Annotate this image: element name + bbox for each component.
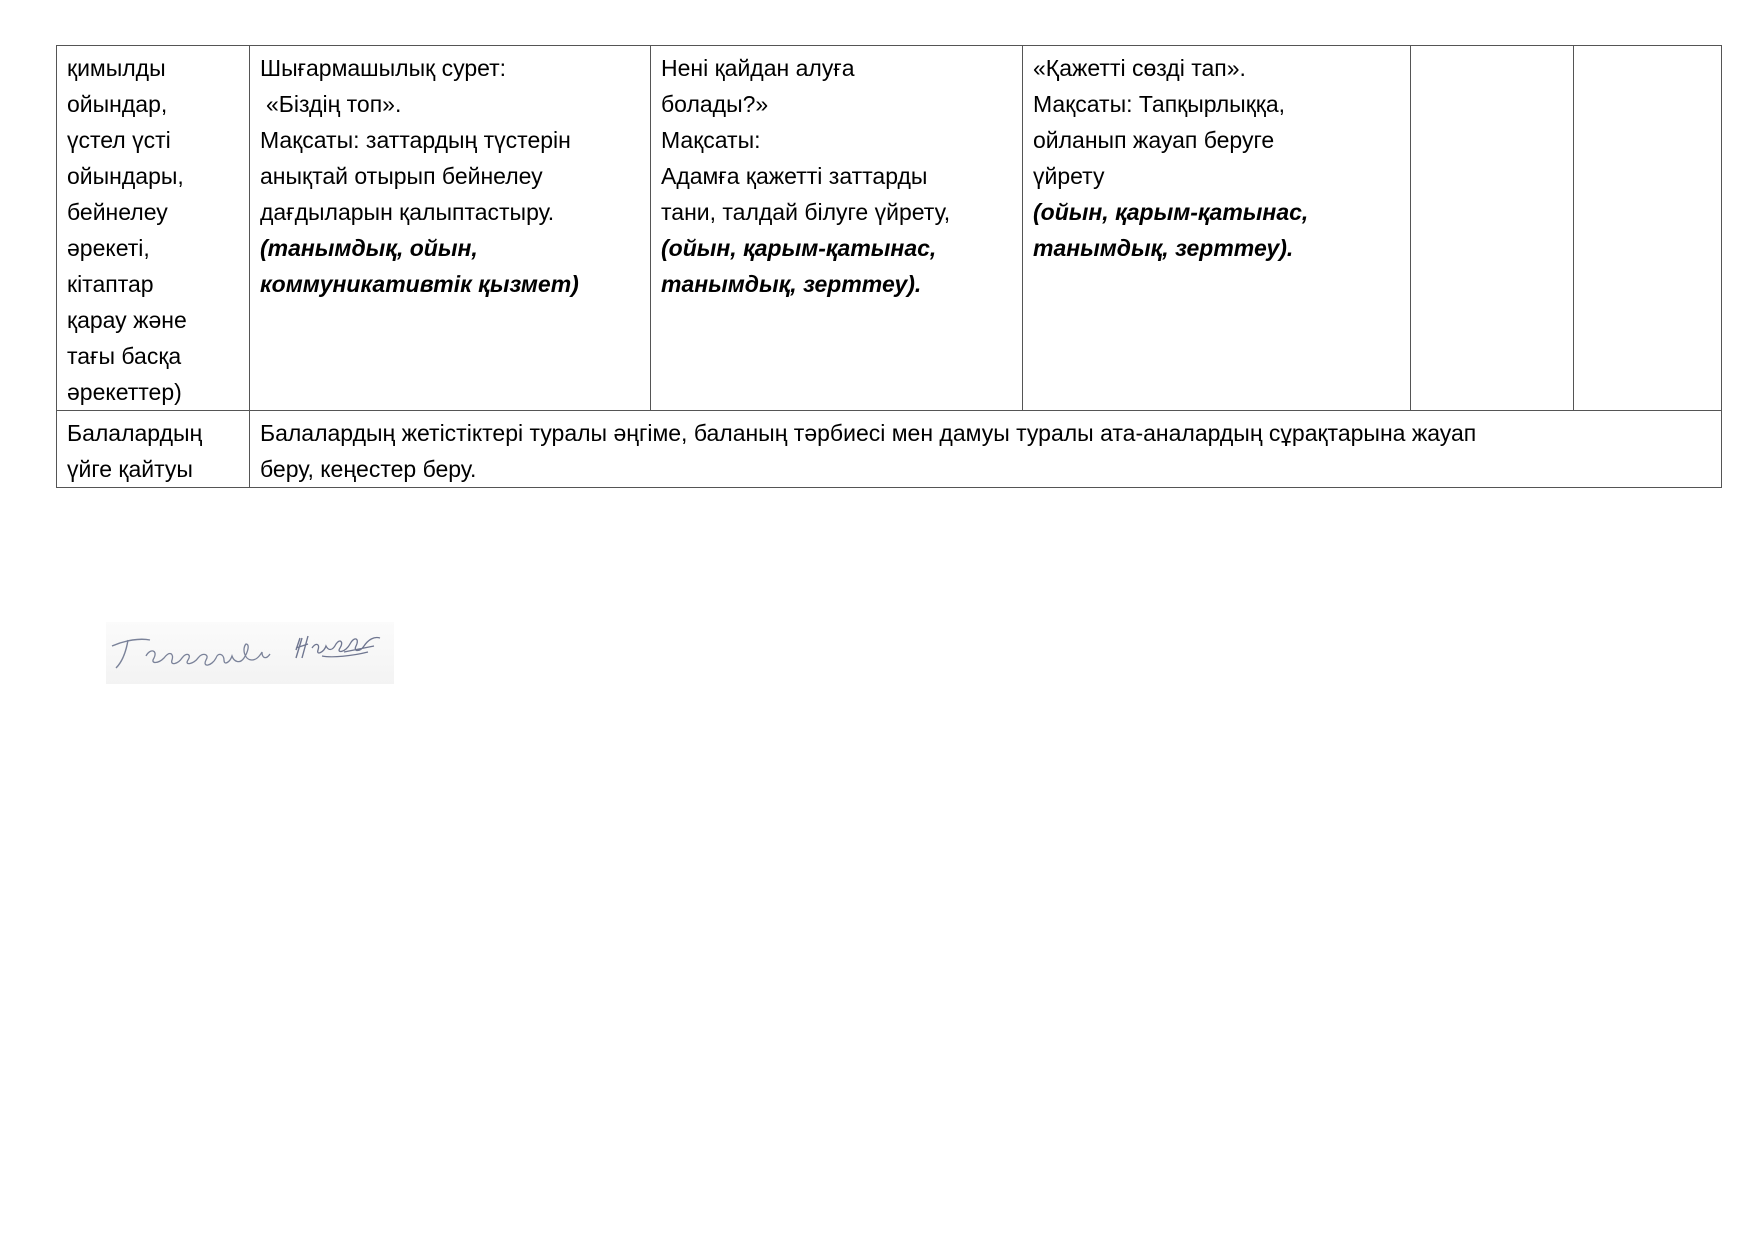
empty-cell	[1574, 46, 1722, 411]
cell-text: Балалардың	[67, 420, 203, 446]
cell-text: Мақсаты: заттардың түстерін	[260, 127, 571, 153]
activity-type-cell	[57, 411, 250, 488]
empty-cell	[1411, 46, 1574, 411]
handwritten-signature-icon	[106, 622, 394, 684]
activity-categories: танымдық, зерттеу).	[1033, 235, 1294, 261]
cell-text: Адамға қажетті заттарды	[661, 163, 928, 189]
cell-text: ойындары,	[67, 163, 184, 189]
activity-cell-what-where	[651, 46, 1023, 411]
cell-text: үстел үсті	[67, 127, 171, 153]
cell-text: ойланып жауап беруге	[1033, 127, 1275, 153]
cell-text: кітаптар	[67, 271, 154, 297]
cell-text: «Біздің топ».	[266, 91, 402, 117]
cell-text: үйрету	[1033, 163, 1105, 189]
activity-cell-creative-drawing	[250, 46, 651, 411]
activity-categories: (ойын, қарым-қатынас,	[661, 235, 937, 261]
table-row	[57, 46, 1722, 411]
table-row	[57, 411, 1722, 488]
cell-text: әрекеттер)	[67, 379, 182, 405]
cell-text: болады?»	[661, 91, 769, 117]
going-home-description	[250, 411, 1722, 488]
cell-text: Шығармашылық сурет:	[260, 55, 507, 81]
activity-categories: танымдық, зерттеу).	[661, 271, 922, 297]
cell-text: Мақсаты: Тапқырлыққа,	[1033, 91, 1286, 117]
cell-text: әрекеті,	[67, 235, 150, 261]
cell-text: Балалардың жетістіктері туралы әңгіме, баланың тәрбиесі мен дамуы туралы ата-аналардың сұрақтарына жауап	[260, 420, 1477, 446]
cell-text: үйге қайтуы	[67, 456, 193, 482]
cell-text: бейнелеу	[67, 199, 168, 225]
cell-text: тағы басқа	[67, 343, 182, 369]
activity-type-cell	[57, 46, 250, 411]
daily-plan-table	[56, 45, 1722, 488]
cell-text: тани, талдай білуге үйрету,	[661, 199, 951, 225]
checked-signature-stamp	[106, 622, 394, 684]
cell-text: қарау және	[67, 307, 187, 333]
activity-categories: коммуникативтік қызмет)	[260, 271, 579, 297]
cell-text: беру, кеңестер беру.	[260, 456, 477, 482]
cell-text: Мақсаты:	[661, 127, 761, 153]
activity-categories: (ойын, қарым-қатынас,	[1033, 199, 1309, 225]
cell-text: Нені қайдан алуға	[661, 55, 855, 81]
activity-cell-find-word	[1023, 46, 1411, 411]
cell-text: дағдыларын қалыптастыру.	[260, 199, 555, 225]
cell-text: ойындар,	[67, 91, 168, 117]
cell-text: «Қажетті сөзді тап».	[1033, 55, 1246, 81]
activity-categories: (танымдық, ойын,	[260, 235, 478, 261]
cell-text: анықтай отырып бейнелеу	[260, 163, 543, 189]
cell-text: қимылды	[67, 55, 166, 81]
